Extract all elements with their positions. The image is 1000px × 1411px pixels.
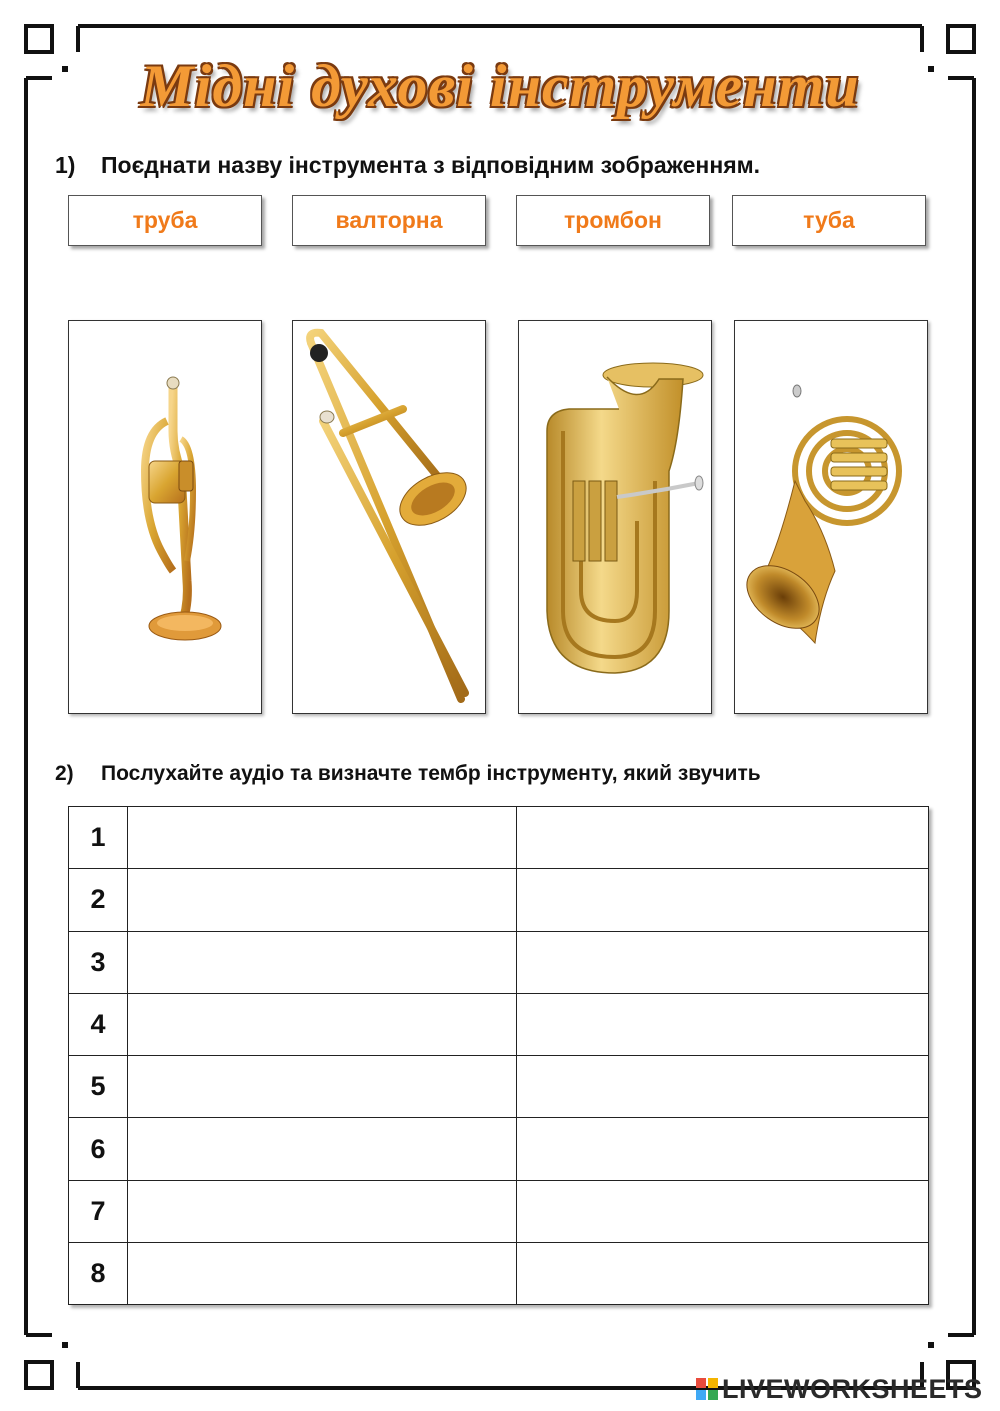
answer-cell[interactable]	[517, 807, 929, 869]
answer-cell[interactable]	[128, 931, 517, 993]
liveworksheets-logo-icon	[696, 1378, 718, 1400]
word-card-horn[interactable]: валторна	[292, 195, 486, 246]
word-card-trumpet[interactable]: труба	[68, 195, 262, 246]
answer-cell[interactable]	[128, 993, 517, 1055]
trombone-image[interactable]	[292, 320, 486, 714]
task-1-text: Поєднати назву інструмента з відповідним зображенням.	[101, 152, 761, 178]
answer-cell[interactable]	[517, 1056, 929, 1118]
row-number: 3	[69, 931, 128, 993]
trumpet-image[interactable]	[68, 320, 262, 714]
page-title: Мідні духові інструменти	[140, 53, 860, 119]
table-row	[69, 1118, 929, 1180]
row-number: 8	[69, 1243, 128, 1305]
answer-cell[interactable]	[128, 1118, 517, 1180]
answer-cell[interactable]	[517, 993, 929, 1055]
answer-cell[interactable]	[128, 1243, 517, 1305]
word-card-tuba[interactable]: туба	[732, 195, 926, 246]
answer-cell[interactable]	[517, 1118, 929, 1180]
answer-cell[interactable]	[128, 807, 517, 869]
table-row	[69, 1056, 929, 1118]
table-row	[69, 1180, 929, 1242]
answer-cell[interactable]	[128, 1056, 517, 1118]
table-row	[69, 1243, 929, 1305]
row-number: 4	[69, 993, 128, 1055]
row-number: 1	[69, 807, 128, 869]
row-number: 2	[69, 869, 128, 931]
table-row	[69, 993, 929, 1055]
row-number: 7	[69, 1180, 128, 1242]
answer-cell[interactable]	[128, 1180, 517, 1242]
liveworksheets-logo-text: LIVEWORKSHEETS	[722, 1374, 983, 1404]
answer-cell[interactable]	[517, 869, 929, 931]
tuba-image[interactable]	[518, 320, 712, 714]
answer-cell[interactable]	[517, 1243, 929, 1305]
task-2-instruction	[55, 762, 761, 786]
task-1-instruction	[55, 152, 760, 179]
table-row	[69, 807, 929, 869]
table-row	[69, 931, 929, 993]
task-2-text: Послухайте аудіо та визначте тембр інструменту, який звучить	[101, 762, 761, 785]
table-row	[69, 869, 929, 931]
task-2-number: 2)	[55, 762, 74, 785]
answer-table	[68, 806, 929, 1305]
row-number: 6	[69, 1118, 128, 1180]
row-number: 5	[69, 1056, 128, 1118]
task-1-number: 1)	[55, 152, 76, 178]
word-card-trombone[interactable]: тромбон	[516, 195, 710, 246]
answer-cell[interactable]	[517, 1180, 929, 1242]
french-horn-image[interactable]	[734, 320, 928, 714]
answer-cell[interactable]	[517, 931, 929, 993]
liveworksheets-logo	[696, 1374, 983, 1405]
answer-cell[interactable]	[128, 869, 517, 931]
